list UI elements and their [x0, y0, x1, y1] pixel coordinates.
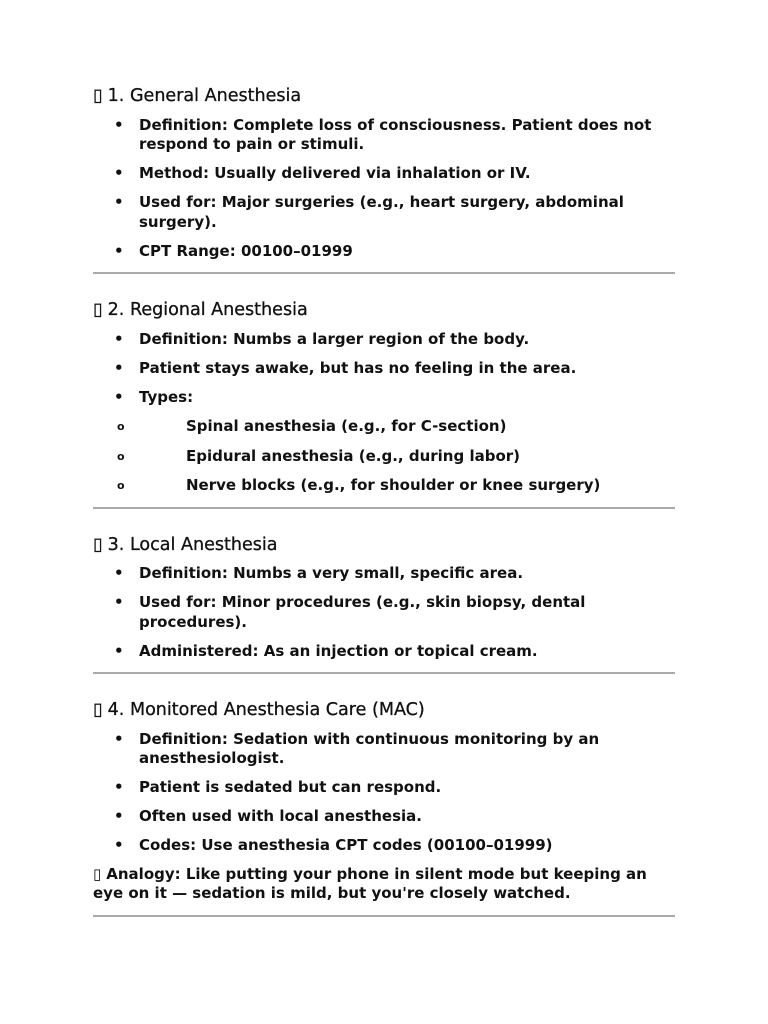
- mac-list: [93, 730, 675, 856]
- missing-glyph-icon: ▯: [93, 86, 103, 106]
- document: [93, 86, 675, 943]
- section-title-text: 4. Monitored Anesthesia Care (MAC): [107, 700, 425, 720]
- analogy-note: [93, 865, 675, 904]
- list-item-text: Types:: [139, 387, 194, 406]
- missing-glyph-icon: ▯: [93, 300, 103, 320]
- list-item: • CPT Range: 00100–01999: [93, 242, 675, 262]
- sub-list-item: o Nerve blocks (e.g., for shoulder or knee surgery): [93, 476, 675, 496]
- missing-glyph-icon: ▯: [93, 864, 102, 883]
- list-item: • Often used with local anesthesia.: [93, 807, 675, 827]
- list-item: [93, 388, 675, 408]
- section-title-text: 2. Regional Anesthesia: [107, 300, 308, 320]
- divider: [93, 507, 675, 509]
- sub-list-item: o Spinal anesthesia (e.g., for C-section): [93, 417, 675, 437]
- list-item: • Codes: Use anesthesia CPT codes (00100–01999): [93, 836, 675, 856]
- list-item: • Definition: Numbs a larger region of the body.: [93, 330, 675, 350]
- section-title-regional: [93, 300, 675, 320]
- list-item: • Used for: Minor procedures (e.g., skin biopsy, dental procedures).: [93, 593, 675, 632]
- missing-glyph-icon: ▯: [93, 700, 103, 720]
- sub-list-item: o Epidural anesthesia (e.g., during labor): [93, 447, 675, 467]
- list-item: • Definition: Complete loss of consciousness. Patient does not respond to pain or stimuli.: [93, 116, 675, 155]
- section-title-mac: [93, 700, 675, 720]
- divider: [93, 915, 675, 917]
- regional-list: [93, 330, 675, 408]
- list-item: • Administered: As an injection or topical cream.: [93, 642, 675, 662]
- analogy-text: Analogy: Like putting your phone in silent mode but keeping an eye on it — sedation is mild, but you're closely watched.: [93, 864, 647, 902]
- list-item: • Definition: Sedation with continuous monitoring by an anesthesiologist.: [93, 730, 675, 769]
- general-list: [93, 116, 675, 262]
- divider: [93, 672, 675, 674]
- divider: [93, 272, 675, 274]
- list-item: • Definition: Numbs a very small, specific area.: [93, 564, 675, 584]
- section-title-text: 3. Local Anesthesia: [107, 534, 278, 555]
- list-item: • Used for: Major surgeries (e.g., heart surgery, abdominal surgery).: [93, 193, 675, 232]
- list-item: • Method: Usually delivered via inhalation or IV.: [93, 164, 675, 184]
- list-item: • Patient stays awake, but has no feeling in the area.: [93, 359, 675, 379]
- missing-glyph-icon: ▯: [93, 534, 103, 555]
- section-title-local: [93, 535, 675, 555]
- types-sublist: [93, 417, 675, 496]
- local-list: [93, 564, 675, 661]
- section-title-text: 1. General Anesthesia: [107, 86, 302, 106]
- section-title-general: [93, 86, 675, 106]
- list-item: • Patient is sedated but can respond.: [93, 778, 675, 798]
